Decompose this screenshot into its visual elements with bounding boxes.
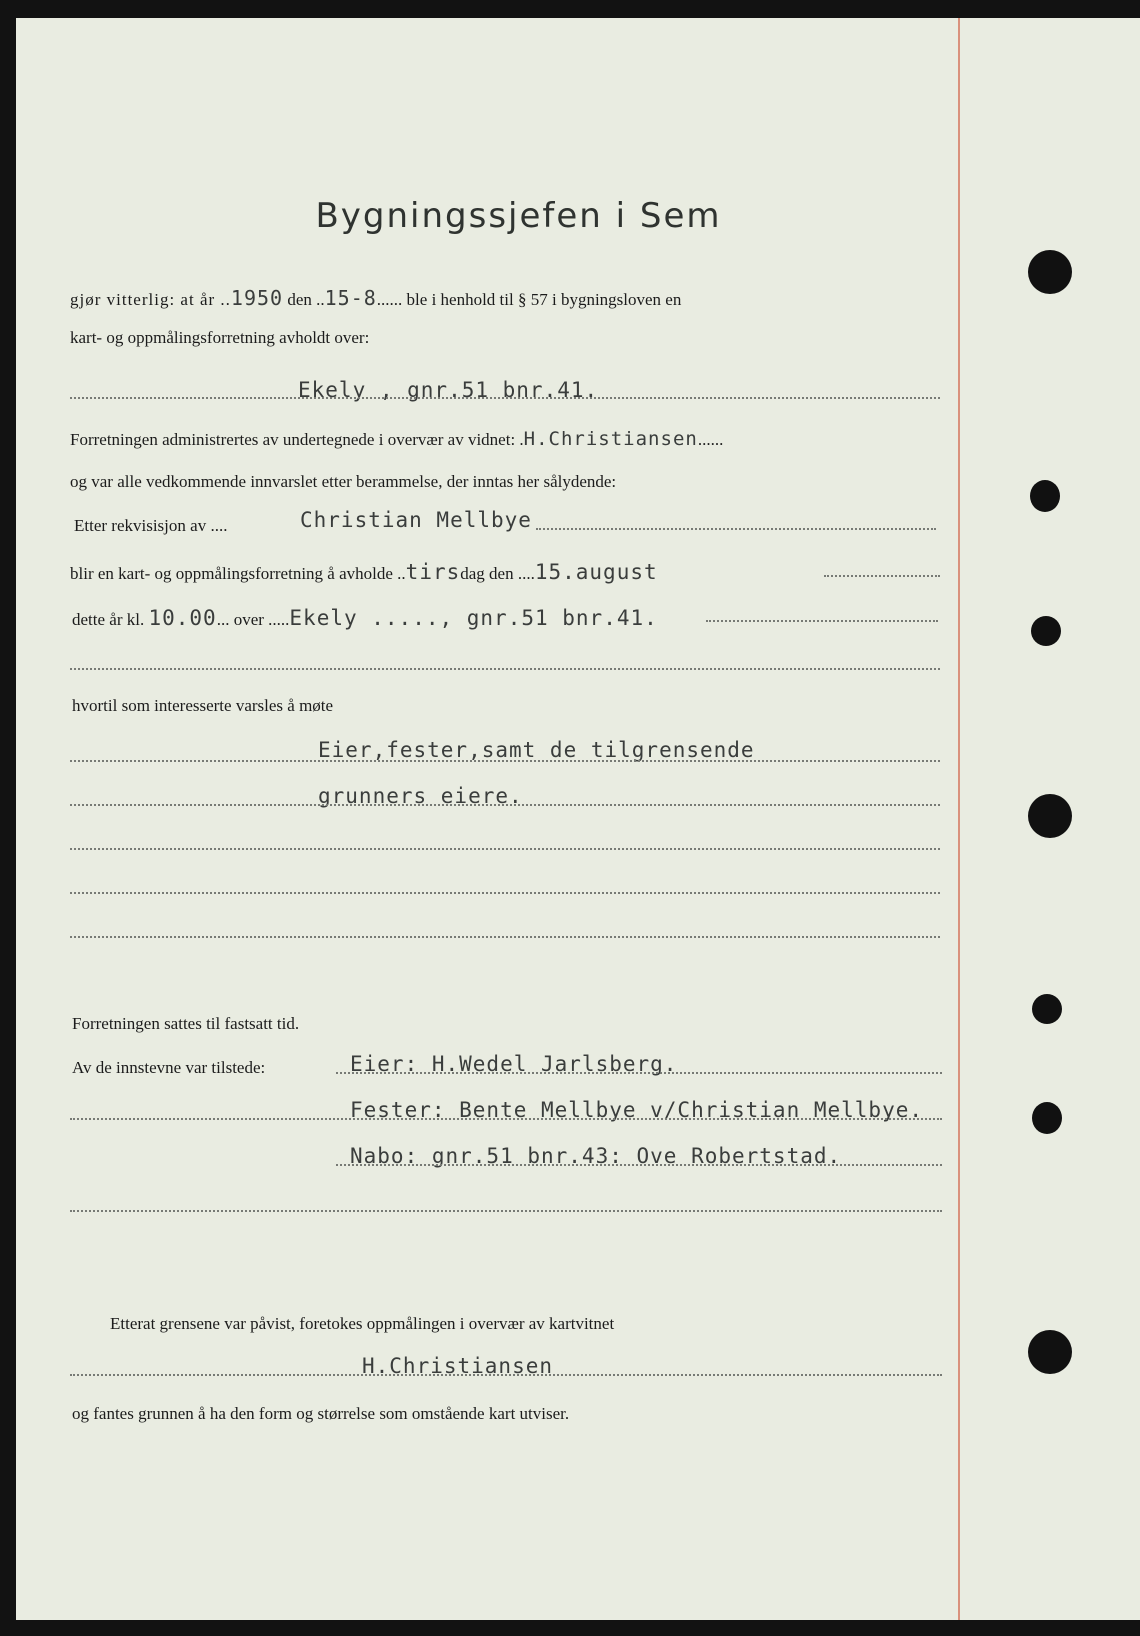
closing-line: og fantes grunnen å ha den form og størrelse som omstående kart utviser. xyxy=(72,1404,570,1423)
place-value: Ekely ....., gnr.51 bnr.41. xyxy=(289,606,658,630)
declaration-line xyxy=(70,286,681,310)
invite-dotted-line xyxy=(70,804,940,806)
present-label: Av de innstevne var tilstede: xyxy=(72,1058,266,1077)
blank-dotted-line xyxy=(70,936,940,938)
binding-hole xyxy=(1031,616,1061,646)
invite-dotted-line xyxy=(70,760,940,762)
held-label: Forretningen sattes til fastsatt tid. xyxy=(72,1014,300,1033)
binding-hole xyxy=(1028,1330,1072,1374)
property-dotted-line xyxy=(70,397,940,399)
requisition-label: Etter rekvisisjon av .... xyxy=(74,516,228,535)
present-dotted-line xyxy=(336,1072,942,1074)
document-title: Bygningssjefen i Sem xyxy=(315,196,722,236)
time-line xyxy=(72,606,658,630)
scheduled-date: 15.august xyxy=(534,560,658,584)
time-prefix: dette år kl. xyxy=(72,610,145,629)
witness-value: H.Christiansen xyxy=(523,428,698,450)
binding-hole xyxy=(1028,794,1072,838)
binding-hole xyxy=(1028,250,1072,294)
time-value: 10.00 xyxy=(148,606,217,630)
declaration-prefix: gjør vitterlig: at år .. xyxy=(70,290,231,309)
measure-dotted-line xyxy=(70,1374,942,1376)
invite-line-1: Eier,fester,samt de tilgrensende xyxy=(318,738,755,762)
present-dotted-line xyxy=(336,1164,942,1166)
blank-dotted-line xyxy=(70,668,940,670)
invite-line-2: grunners eiere. xyxy=(318,784,523,808)
admin-line: Forretningen administrertes av undertegnede i overvær av vidnet: .H.Christiansen...... xyxy=(70,428,724,450)
scheduled-prefix: blir en kart- og oppmålingsforretning å avholde .. xyxy=(70,564,406,583)
requisition-dotted-line xyxy=(536,528,936,530)
present-dotted-line xyxy=(70,1118,942,1120)
year-value: 1950 xyxy=(230,286,284,310)
date-value: 15-8 xyxy=(324,286,377,310)
present-line-2: Fester: Bente Mellbye v/Christian Mellbye. xyxy=(350,1098,924,1122)
measure-witness: H.Christiansen xyxy=(362,1354,554,1378)
present-line-3: Nabo: gnr.51 bnr.43: Ove Robertstad. xyxy=(350,1144,842,1168)
blank-dotted-line xyxy=(70,848,940,850)
binding-hole xyxy=(1030,480,1060,512)
den-label: den .. xyxy=(287,290,325,309)
blank-dotted-line xyxy=(70,1210,942,1212)
binding-hole xyxy=(1032,994,1062,1024)
property-value: Ekely , gnr.51 bnr.41. xyxy=(298,378,599,402)
scheduled-line xyxy=(70,560,658,584)
scheduled-dotted-line xyxy=(824,575,940,577)
binding-hole xyxy=(1032,1102,1062,1134)
margin-line xyxy=(958,18,960,1620)
admin-label: Forretningen administrertes av undertegnede i overvær av vidnet: . xyxy=(70,430,524,449)
present-line-1: Eier: H.Wedel Jarlsberg. xyxy=(350,1052,678,1076)
notice-line: og var alle vedkommende innvarslet etter berammelse, der inntas her sålydende: xyxy=(70,472,617,491)
measure-label: Etterat grensene var påvist, foretokes oppmålingen i overvær av kartvitnet xyxy=(110,1314,615,1333)
blank-dotted-line xyxy=(70,892,940,894)
scheduled-mid: dag den .... xyxy=(460,564,535,583)
declaration-suffix: ...... ble i henhold til § 57 i bygningsloven en xyxy=(376,290,682,309)
survey-intro: kart- og oppmålingsforretning avholdt over: xyxy=(70,328,370,347)
weekday-value: tirs xyxy=(405,560,461,584)
requisition-name: Christian Mellbye xyxy=(300,508,532,532)
invite-label: hvortil som interesserte varsles å møte xyxy=(72,696,334,715)
document-page xyxy=(16,18,1140,1620)
place-dotted-line xyxy=(706,620,938,622)
time-mid: ... over ..... xyxy=(216,610,290,629)
